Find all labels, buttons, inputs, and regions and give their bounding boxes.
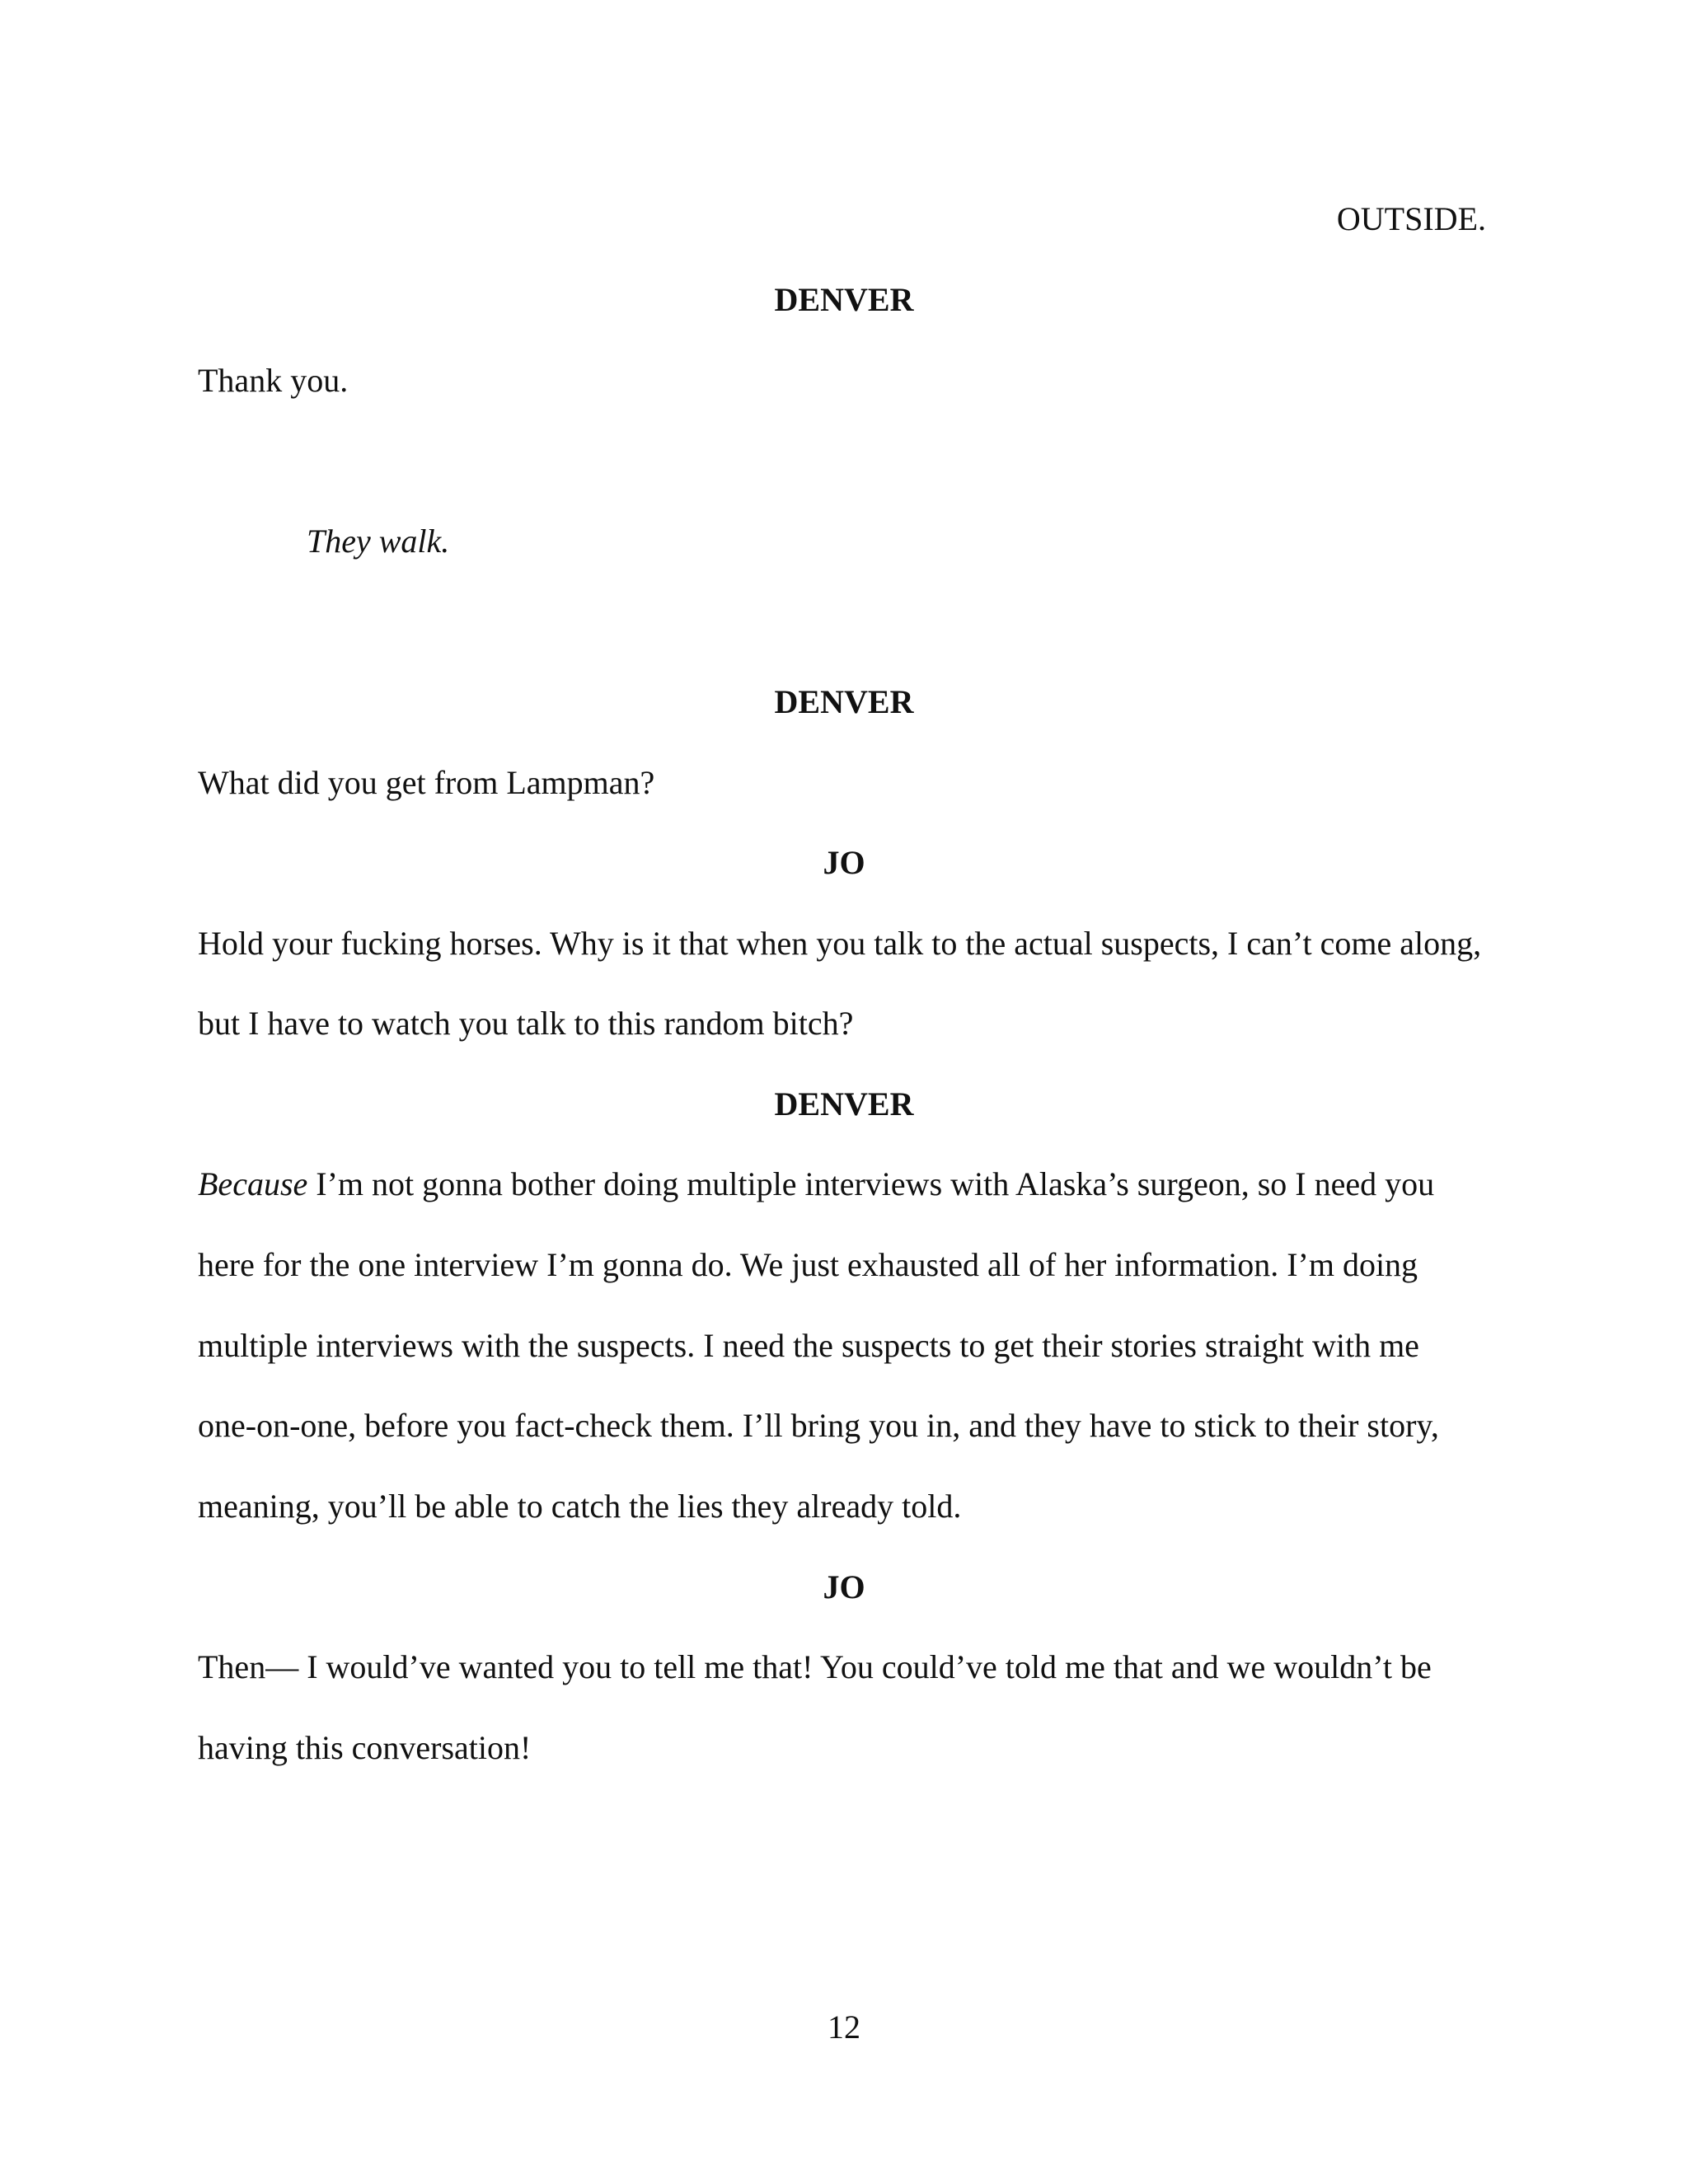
dialogue-line: having this conversation! [198, 1729, 532, 1766]
dialogue-line: Hold your fucking horses. Why is it that when you talk to the actual suspects, I can’t come along, [198, 925, 1482, 962]
dialogue-line: What did you get from Lampman? [198, 764, 655, 801]
dialogue-line: Thank you. [198, 362, 349, 399]
dialogue-line: meaning, you’ll be able to catch the lies they already told. [198, 1488, 962, 1525]
action-line: They walk. [307, 523, 450, 560]
character-name: DENVER [774, 683, 914, 720]
character-name: DENVER [774, 281, 914, 318]
dialogue-line: here for the one interview I’m gonna do. We just exhausted all of her information. I’m doing [198, 1246, 1418, 1283]
transition-cue: OUTSIDE. [1336, 200, 1486, 237]
character-name: JO [823, 844, 865, 881]
character-name: DENVER [774, 1085, 914, 1122]
dialogue-line: Then— I would’ve wanted you to tell me that! You could’ve told me that and we wouldn’t be [198, 1648, 1432, 1685]
page-number: 12 [828, 2008, 860, 2046]
dialogue-line: multiple interviews with the suspects. I need the suspects to get their stories straight with me [198, 1327, 1419, 1364]
dialogue-line: but I have to watch you talk to this random bitch? [198, 1005, 854, 1042]
dialogue-line: one-on-one, before you fact-check them. I’ll bring you in, and they have to stick to their story, [198, 1407, 1439, 1444]
dialogue-text: I’m not gonna bother doing multiple interviews with Alaska’s surgeon, so I need you [307, 1165, 1435, 1202]
emphasis-text: Because [198, 1165, 308, 1202]
dialogue-line [198, 1165, 1434, 1204]
character-name: JO [823, 1568, 865, 1605]
